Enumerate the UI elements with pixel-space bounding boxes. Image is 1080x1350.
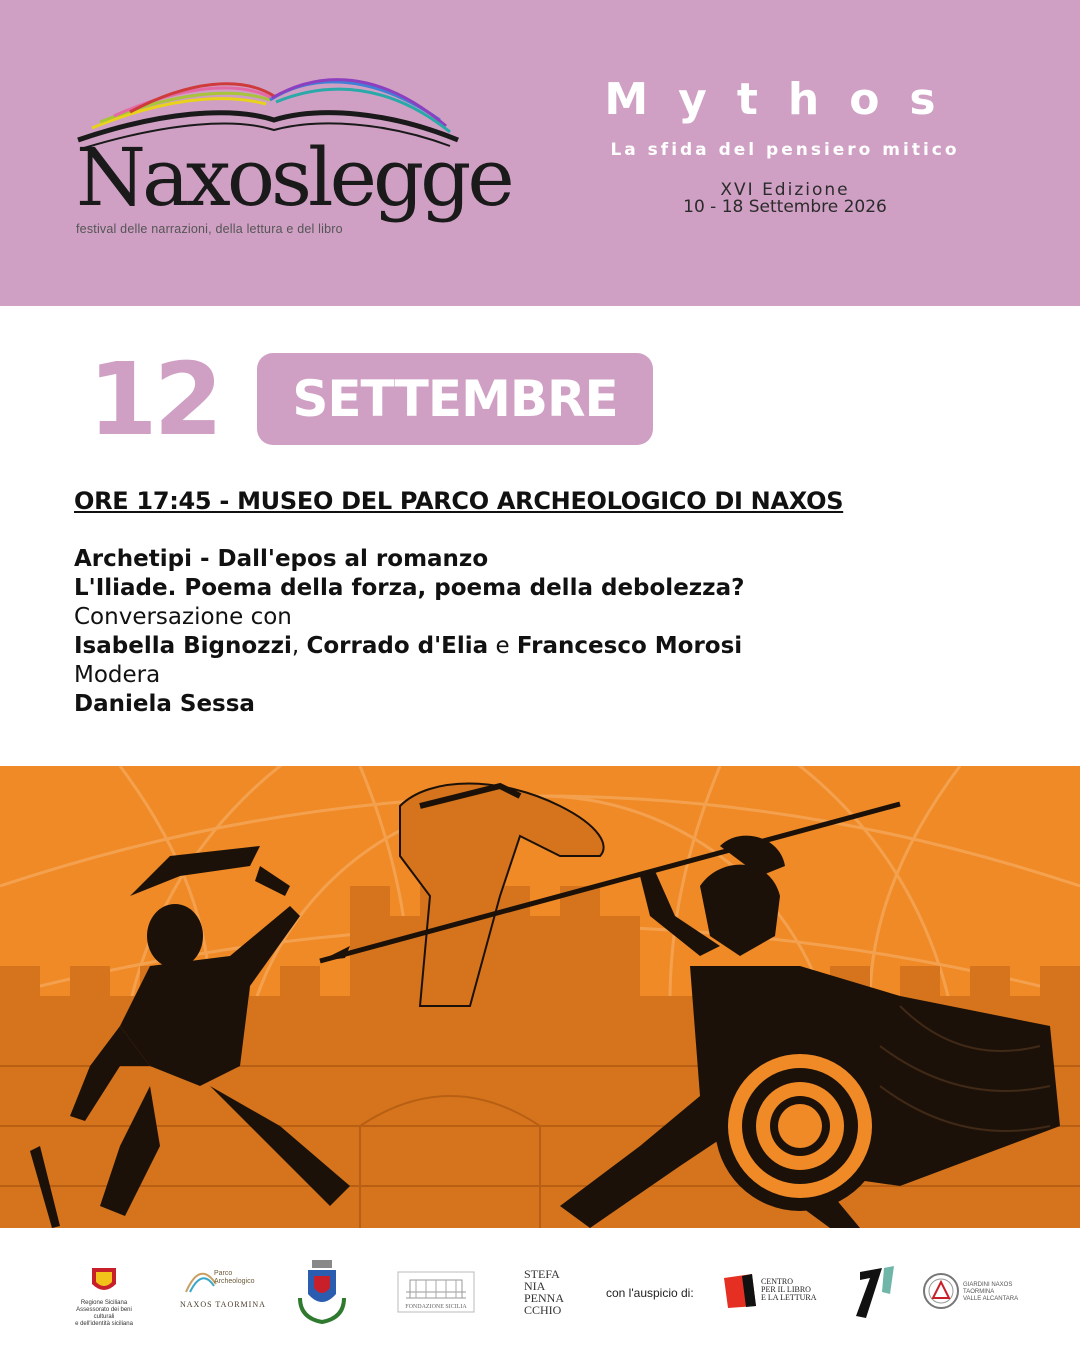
speaker: Francesco Morosi	[516, 633, 743, 659]
cepell-label	[761, 1278, 817, 1302]
cepell-line: E LA LETTURA	[761, 1293, 817, 1302]
cepell-logo-icon	[722, 1272, 758, 1310]
speaker-separator: ,	[291, 633, 307, 659]
archeoclub-line: TAORMINA	[963, 1289, 995, 1295]
parco-line: Parco	[214, 1270, 233, 1277]
parco-label	[214, 1270, 254, 1286]
stefania-line: NIA	[524, 1279, 546, 1293]
cepell-line: PER IL LIBRO	[761, 1285, 811, 1294]
archeoclub-line: GIARDINI NAXOS	[963, 1282, 1013, 1288]
speaker: Isabella Bignozzi	[74, 633, 292, 659]
regione-siciliana-logo	[90, 1266, 118, 1296]
cepell-line: CENTRO	[761, 1277, 793, 1286]
comune-coat-of-arms-icon	[296, 1258, 348, 1324]
event-month-badge	[257, 353, 653, 445]
conversation-label: Conversazione con	[74, 604, 292, 630]
speaker: Corrado d'Elia	[306, 633, 489, 659]
speaker-separator: e	[488, 633, 517, 659]
moderator-label: Modera	[74, 662, 161, 688]
stefania-line: CCHIO	[524, 1303, 562, 1317]
parco-naxos-taormina: NAXOS TAORMINA	[180, 1300, 266, 1309]
event-title-2: L'Iliade. Poema della forza, poema della debolezza?	[74, 575, 745, 601]
auspicio-label: con l'auspicio di:	[606, 1286, 694, 1300]
archeoclub-label	[963, 1282, 1018, 1303]
moderator-name: Daniela Sessa	[74, 691, 255, 717]
speakers-line	[74, 632, 1034, 661]
stefania-line: PENNA	[524, 1291, 565, 1305]
stefania-line: STEFA	[524, 1267, 560, 1281]
archeoclub-logo-icon	[922, 1272, 960, 1310]
archeoclub-line: VALLE ALCANTARA	[963, 1296, 1019, 1302]
sponsors-footer	[0, 1228, 1080, 1350]
stefania-pennacchio-logo	[524, 1268, 564, 1316]
greek-warriors-illustration	[0, 766, 1080, 1228]
festival-subtitle: La sfida del pensiero mitico	[610, 140, 960, 160]
logo-wordmark: Naxoslegge	[76, 131, 511, 224]
seven-logo-icon	[852, 1264, 898, 1320]
edition-label: XVI Edizione	[720, 180, 850, 200]
festival-dates: 10 - 18 Settembre 2026	[683, 197, 887, 217]
warriors-scene-image	[0, 766, 1080, 1228]
festival-title: Mythos	[604, 74, 966, 125]
parco-archeologico-logo	[182, 1264, 218, 1294]
parco-line: Archeologico	[214, 1278, 255, 1285]
event-title-1: Archetipi - Dall'epos al romanzo	[74, 546, 489, 572]
regione-siciliana-label: Regione Siciliana Assessorato dei beni culturali e dell'identità siciliana	[75, 1300, 133, 1327]
header-banner	[0, 0, 1080, 306]
event-day: 12	[88, 341, 220, 458]
event-time-location: ORE 17:45 - MUSEO DEL PARCO ARCHEOLOGICO DI NAXOS	[74, 487, 844, 515]
fondazione-sicilia-label: FONDAZIONE SICILIA	[405, 1304, 467, 1310]
logo-tagline: festival delle narrazioni, della lettura e del libro	[76, 222, 343, 236]
event-month: SETTEMBRE	[292, 370, 618, 428]
event-description	[74, 545, 1034, 719]
